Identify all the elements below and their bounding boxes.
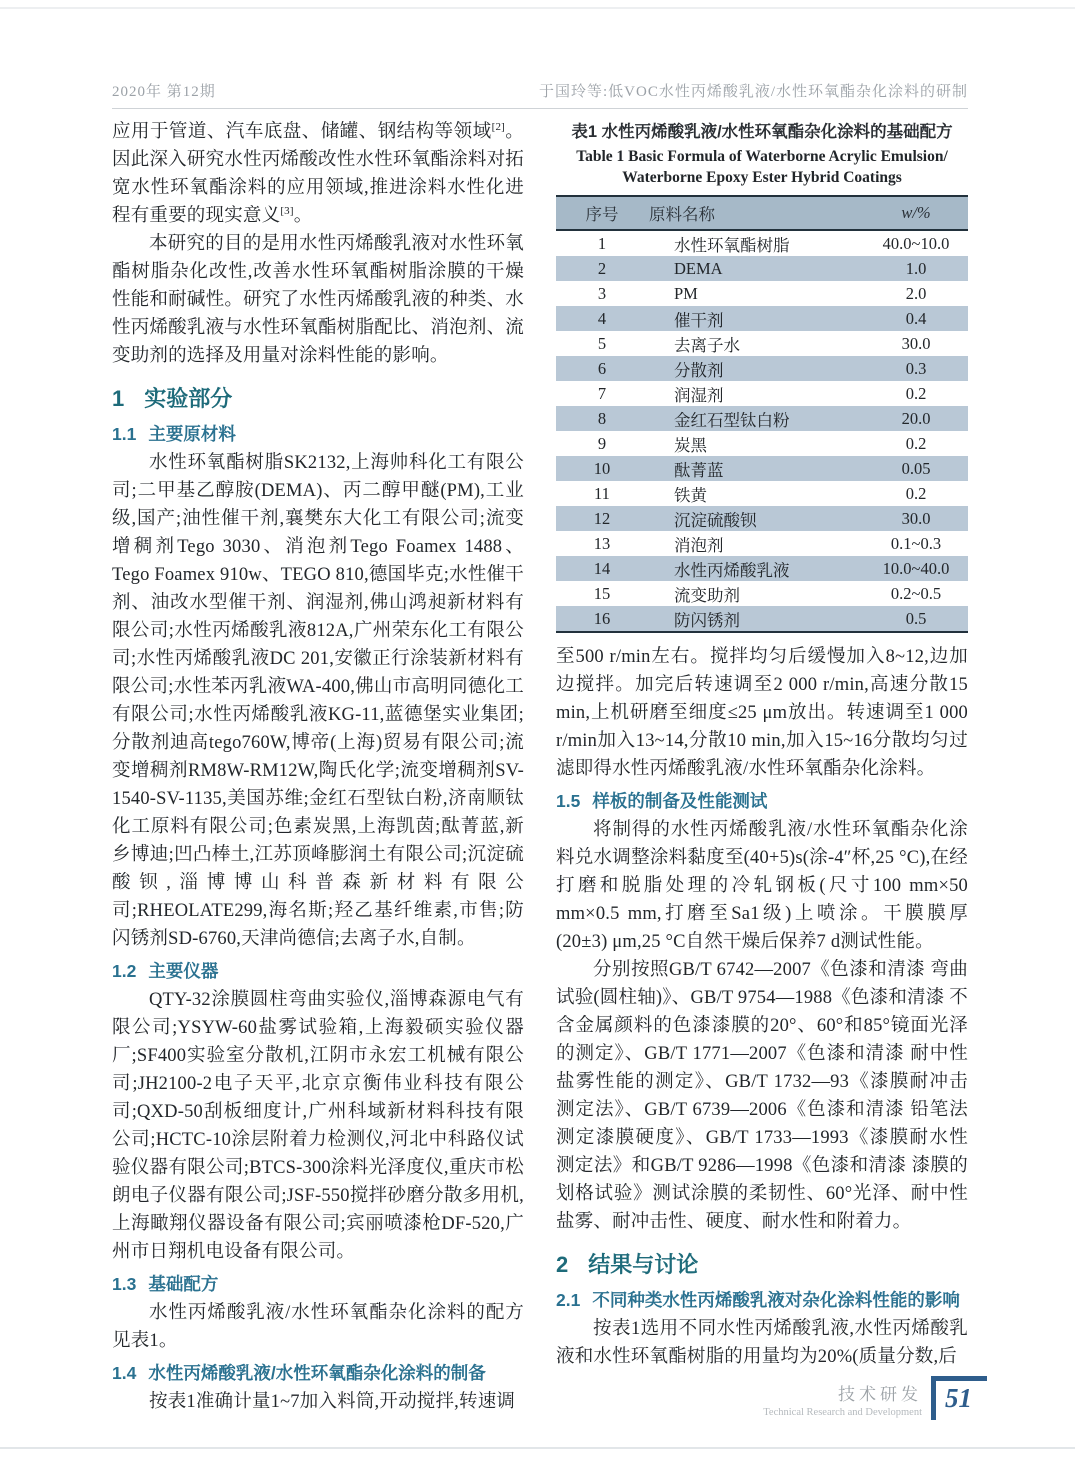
table-caption-en-line1: Table 1 Basic Formula of Waterborne Acrylic Emulsion/ [576, 148, 948, 165]
table-row [556, 531, 968, 556]
row-index: 13 [593, 533, 611, 553]
right-column [556, 118, 968, 1371]
row-index: 6 [597, 358, 607, 378]
paragraph: 本研究的目的是用水性丙烯酸乳液对水性环氧酯树脂杂化改性,改善水性环氧酯树脂涂膜的干燥性能和耐碱性。研究了水性丙烯酸乳液的种类、水性丙烯酸乳液与水性环氧酯树脂配比、消泡剂、流变助剂的选择及用量对涂料性能的影响。 [112, 234, 524, 366]
section-number: 2 [556, 1252, 569, 1277]
subsection-heading-1-3 [112, 1271, 524, 1296]
paragraph: 按表1选用不同水性丙烯酸乳液,水性丙烯酸乳液和水性环氧酯树脂的用量均为20%(质量分数,后 [556, 1319, 968, 1367]
header-rule [112, 108, 968, 109]
table-row [556, 406, 968, 431]
row-index: 10 [593, 458, 611, 478]
material-name: 炭黑 [674, 435, 707, 455]
section-title: 结果与讨论 [588, 1252, 699, 1277]
page-footer [763, 1376, 987, 1422]
subsection-number: 1.2 [112, 961, 137, 981]
subsection-title: 主要原材料 [148, 424, 236, 444]
paragraph [112, 118, 524, 230]
mass-fraction: 0.5 [905, 608, 927, 628]
row-index: 12 [593, 508, 611, 528]
material-name: 催干剂 [674, 310, 724, 330]
table-row [556, 331, 968, 356]
page-number-bar-top [931, 1376, 987, 1381]
table-row [556, 481, 968, 506]
table-row [556, 381, 968, 406]
subsection-title: 样板的制备及性能测试 [592, 791, 768, 811]
table-row [556, 581, 968, 606]
mass-fraction: 0.4 [905, 308, 927, 328]
subsection-heading-1-4 [112, 1360, 524, 1385]
material-name: 润湿剂 [674, 385, 724, 405]
subsection-title: 主要仪器 [148, 961, 219, 981]
material-name: PM [674, 283, 698, 303]
row-index: 15 [593, 583, 611, 603]
footer-section-label [763, 1380, 922, 1418]
row-index: 3 [597, 283, 607, 303]
row-index: 14 [593, 558, 611, 578]
table-row [556, 256, 968, 281]
paragraph: 将制得的水性丙烯酸乳液/水性环氧酯杂化涂料兑水调整涂料黏度至(40+5)s(涂-4″杯,25 °C),在经打磨和脱脂处理的冷轧钢板(尺寸100 mm×50 mm×0.5 mm,打磨至Sa1级)上喷涂。干膜膜厚(20±3) μm,25 °C自然干燥后保养7 d测试性能。 [556, 820, 968, 952]
table-row [556, 431, 968, 456]
mass-fraction: 0.2 [905, 483, 927, 503]
mass-fraction: 0.2 [905, 433, 927, 453]
row-index: 1 [597, 233, 607, 253]
mass-fraction: 40.0~10.0 [882, 233, 950, 253]
material-name: 防闪锈剂 [674, 610, 740, 630]
formula-table [556, 195, 968, 633]
material-name: 水性丙烯酸乳液 [674, 560, 790, 580]
column-header-mass-fraction: w/% [864, 196, 968, 230]
mass-fraction: 30.0 [901, 333, 931, 353]
material-name: 消泡剂 [674, 535, 724, 555]
paragraph: 分别按照GB/T 6742—2007《色漆和清漆 弯曲试验(圆柱轴)》、GB/T 9754—1988《色漆和清漆 不含金属颜料的色漆漆膜的20°、60°和85°镜面光泽的测定》、GB/T 1771—2007《色漆和清漆 耐中性盐雾性能的测定》、GB/T 1732—93《漆膜耐冲击测定法》、GB/T 6739—2006《色漆和清漆 铅笔法测定漆膜硬度》、GB/T 1733—1993《漆膜耐水性测定法》和GB/T 9286—1998《色漆和清漆 漆膜的划格试验》测试涂膜的柔韧性、60°光泽、耐中性盐雾、耐冲击性、硬度、耐水性和附着力。 [556, 960, 968, 1232]
subsection-title: 不同种类水性丙烯酸乳液对杂化涂料性能的影响 [592, 1290, 960, 1310]
table-header-row [556, 196, 968, 230]
paragraph: 至500 r/min左右。搅拌均匀后缓慢加入8~12,边加边搅拌。加完后转速调至2 000 r/min,高速分散15 min,上机研磨至细度≤25 μm放出。转速调至1 000 r/min加入13~14,分散10 min,加入15~16分散均匀过滤即得水性丙烯酸乳液/水性环氧酯杂化涂料。 [556, 647, 968, 779]
footer-label-en: Technical Research and Development [763, 1407, 922, 1418]
row-index: 8 [597, 408, 607, 428]
row-index: 5 [597, 333, 607, 353]
table-caption-en-line2: Waterborne Epoxy Ester Hybrid Coatings [622, 169, 902, 186]
material-name: 流变助剂 [674, 585, 740, 605]
row-index: 9 [597, 433, 607, 453]
mass-fraction: 0.05 [901, 458, 931, 478]
subsection-number: 1.4 [112, 1363, 137, 1383]
row-index: 11 [594, 483, 610, 503]
left-column [112, 118, 524, 1416]
subsection-number: 1.5 [556, 791, 581, 811]
header-running-title: 于国玲等:低VOC水性丙烯酸乳液/水性环氧酯杂化涂料的研制 [538, 84, 968, 100]
material-name: 水性环氧酯树脂 [674, 235, 790, 255]
subsection-number: 1.1 [112, 424, 137, 444]
paragraph: 按表1准确计量1~7加入料筒,开动搅拌,转速调 [149, 1392, 516, 1412]
column-header-index: 序号 [556, 196, 648, 230]
subsection-heading-1-1 [112, 421, 524, 446]
material-name: 沉淀硫酸钡 [674, 510, 757, 530]
table-caption-zh: 表1 水性丙烯酸乳液/水性环氧酯杂化涂料的基础配方 [571, 123, 953, 141]
page-number-bar-left [931, 1376, 936, 1420]
reference-superscript: [3] [280, 204, 294, 217]
row-index: 16 [593, 608, 611, 628]
mass-fraction: 20.0 [901, 408, 931, 428]
header-issue: 2020年 第12期 [112, 84, 216, 100]
table-row [556, 230, 968, 256]
table-row [556, 506, 968, 531]
subsection-number: 1.3 [112, 1274, 137, 1294]
subsection-title: 基础配方 [148, 1274, 219, 1294]
paragraph-text: 应用于管道、汽车底盘、储罐、钢结构等领域 [112, 122, 492, 142]
material-name: DEMA [674, 258, 723, 278]
subsection-heading-1-5 [556, 788, 968, 813]
section-title: 实验部分 [144, 386, 233, 411]
table-row [556, 606, 968, 632]
subsection-heading-2-1 [556, 1287, 968, 1312]
material-name: 酞菁蓝 [674, 460, 724, 480]
paragraph-text: 。 [293, 206, 313, 226]
formula-table-body [556, 230, 968, 632]
table-row [556, 456, 968, 481]
row-index: 7 [597, 383, 607, 403]
mass-fraction: 0.2 [905, 383, 927, 403]
mass-fraction: 0.2~0.5 [890, 583, 942, 603]
page-header [112, 80, 968, 101]
table-row [556, 556, 968, 581]
table-row [556, 281, 968, 306]
formula-table-head [556, 196, 968, 230]
paragraph: 水性丙烯酸乳液/水性环氧酯杂化涂料的配方见表1。 [112, 1303, 524, 1351]
mass-fraction: 0.1~0.3 [890, 533, 942, 553]
mass-fraction: 30.0 [901, 508, 931, 528]
mass-fraction: 2.0 [905, 283, 927, 303]
subsection-heading-1-2 [112, 958, 524, 983]
column-header-material: 原料名称 [648, 196, 864, 230]
paragraph-text: 。因此深入研究水性丙烯酸改性水性环氧酯涂料对拓宽水性环氧酯涂料的应用领域,推进涂料水性化进程有重要的现实意义 [112, 122, 524, 226]
mass-fraction: 1.0 [905, 258, 927, 278]
mass-fraction: 10.0~40.0 [882, 558, 950, 578]
material-name: 分散剂 [674, 360, 724, 380]
paragraph: 水性环氧酯树脂SK2132,上海帅科化工有限公司;二甲基乙醇胺(DEMA)、丙二醇甲醚(PM),工业级,国产;油性催干剂,襄樊东大化工有限公司;流变增稠剂Tego 3030、消泡剂Tego Foamex 1488、Tego Foamex 910w、TEGO 810,德国毕克;水性催干剂、油改水型催干剂、润湿剂,佛山鸿昶新材料有限公司;水性丙烯酸乳液812A,广州荣东化工有限公司;水性丙烯酸乳液DC 201,安徽正行涂装新材料有限公司;水性苯丙乳液WA-400,佛山市高明同德化工有限公司;水性丙烯酸乳液KG-11,蓝德堡实业集团;分散剂迪高tego760W,博帝(上海)贸易有限公司;流变增稠剂RM8W-RM12W,陶氏化学;流变增稠剂SV-1540-SV-1135,美国苏维;金红石型钛白粉,济南顺钛化工原料有限公司;色素炭黑,上海凯茵;酞菁蓝,新乡博迪;凹凸棒土,江苏顶峰膨润土有限公司;沉淀硫酸钡,淄博博山科普森新材料有限公司;RHEOLATE299,海名斯;羟乙基纤维素,市售;防闪锈剂SD-6760,天津尚德信;去离子水,自制。 [112, 453, 524, 949]
reference-superscript: [2] [491, 120, 506, 133]
section-number: 1 [112, 386, 125, 411]
scan-edge-top [0, 7, 1075, 9]
section-heading-2 [556, 1248, 968, 1279]
subsection-title: 水性丙烯酸乳液/水性环氧酯杂化涂料的制备 [148, 1363, 486, 1383]
mass-fraction: 0.3 [905, 358, 927, 378]
page-number: 51 [945, 1383, 972, 1413]
footer-label-zh: 技术研发 [838, 1385, 922, 1404]
paragraph: QTY-32涂膜圆柱弯曲实验仪,淄博森源电气有限公司;YSYW-60盐雾试验箱,上海毅硕实验仪器厂;SF400实验室分散机,江阴市永宏工机械有限公司;JH2100-2电子天平,北京京衡伟业科技有限公司;QXD-50刮板细度计,广州科域新材料科技有限公司;HCTC-10涂层附着力检测仪,河北中科路仪试验仪器有限公司;BTCS-300涂料光泽度仪,重庆市松朗电子仪器有限公司;JSF-550搅拌砂磨分散多用机,上海瞰翔仪器设备有限公司;宾丽喷漆枪DF-520,广州市日翔机电设备有限公司。 [112, 990, 524, 1262]
subsection-number: 2.1 [556, 1290, 581, 1310]
material-name: 铁黄 [674, 485, 707, 505]
page-number-box [931, 1376, 987, 1422]
section-heading-1 [112, 382, 524, 413]
material-name: 去离子水 [674, 335, 740, 355]
row-index: 2 [597, 258, 607, 278]
row-index: 4 [597, 308, 607, 328]
table-row [556, 356, 968, 381]
material-name: 金红石型钛白粉 [674, 410, 790, 430]
table-row [556, 306, 968, 331]
scan-edge-bottom [0, 1447, 1075, 1449]
